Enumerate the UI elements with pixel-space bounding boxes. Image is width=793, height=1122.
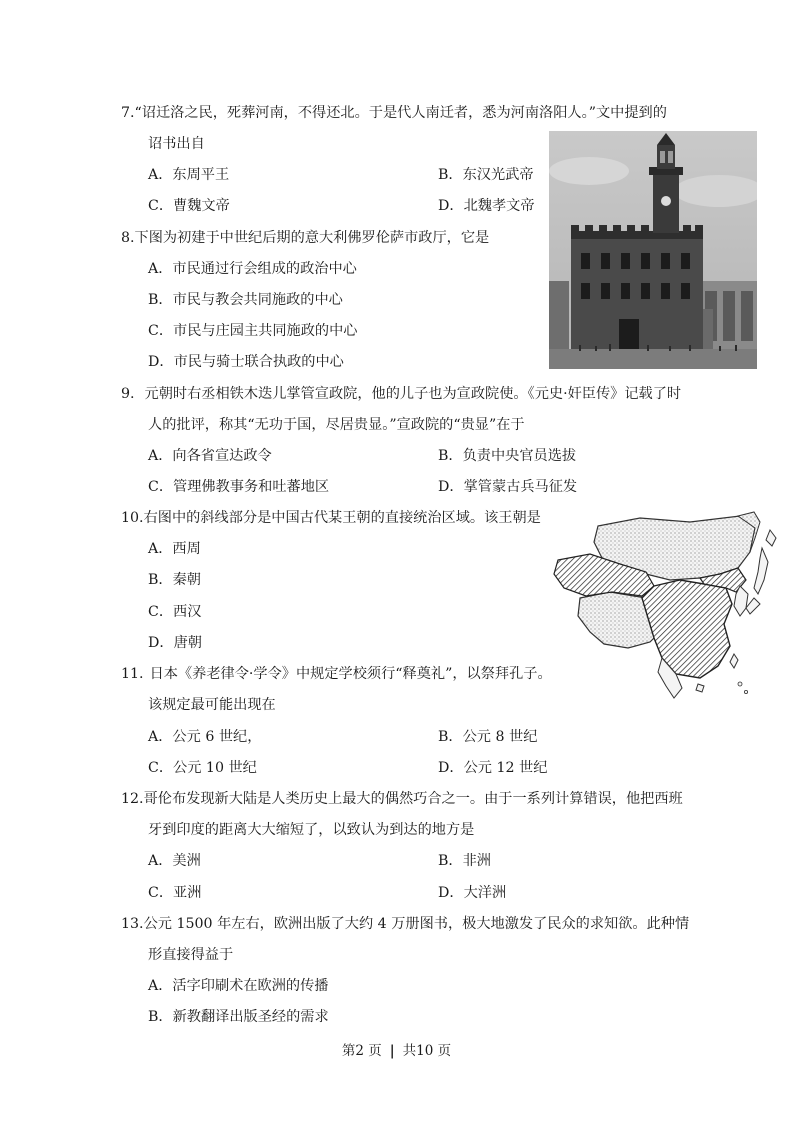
q9-stem-text: 元朝时右丞相铁木迭儿掌管宣政院，他的儿子也为宣政院使。《元史·奸臣传》记载了时: [144, 386, 682, 402]
page-total: 共10 页: [402, 1043, 452, 1059]
q7-option-d[interactable]: D．北魏孝文帝: [438, 198, 535, 214]
q13-option-b[interactable]: B．新教翻译出版圣经的需求: [148, 1009, 329, 1025]
q13-stem-text: 公元 1500 年左右，欧洲出版了大约 4 万册图书，极大地激发了民众的求知欲。此种情: [143, 916, 690, 932]
dynasty-map: [550, 508, 782, 704]
palazzo-illustration: [549, 131, 757, 369]
q7-stem-text: “诏迁洛之民，死葬河南，不得还北。于是代人南迁者，悉为河南洛阳人。”文中提到的: [134, 105, 667, 121]
q13-number: 13.: [121, 916, 144, 932]
q12-option-a[interactable]: A．美洲: [148, 853, 201, 869]
q11-option-a[interactable]: A．公元 6 世纪，: [148, 729, 262, 745]
q8-stem-text: 下图为初建于中世纪后期的意大利佛罗伦萨市政厅，它是: [134, 230, 490, 246]
q12-option-b[interactable]: B．非洲: [438, 853, 491, 869]
footer-separator: |: [389, 1043, 395, 1059]
q9-option-a[interactable]: A．向各省宣达政令: [148, 448, 272, 464]
q11-option-c[interactable]: C．公元 10 世纪: [148, 760, 257, 776]
q11-stem-line2: 该规定最可能出现在: [148, 697, 276, 713]
q7-option-a[interactable]: A．东周平王: [148, 167, 230, 183]
page-footer: [0, 1039, 793, 1059]
q9-option-c[interactable]: C．管理佛教事务和吐蕃地区: [148, 479, 330, 495]
q10-stem-line1: [121, 509, 541, 527]
q8-option-d[interactable]: D．市民与骑士联合执政的中心: [148, 354, 344, 370]
q10-number: 10.: [121, 510, 144, 526]
q12-stem-line2: 牙到印度的距离大大缩短了，以致认为到达的地方是: [148, 822, 475, 838]
q9-stem-line2: 人的批评，称其“无功于国，尽居贵显。”宣政院的“贵显”在于: [148, 417, 525, 433]
q7-number: 7.: [121, 105, 135, 121]
q9-stem-line1: [121, 385, 681, 403]
q10-option-b[interactable]: B．秦朝: [148, 572, 201, 588]
q9-option-b[interactable]: B．负责中央官员选拔: [438, 448, 577, 464]
q11-number: 11.: [121, 666, 144, 682]
q13-stem-line2: 形直接得益于: [148, 947, 234, 963]
q10-option-d[interactable]: D．唐朝: [148, 635, 202, 651]
q11-stem-text: 日本《养老律令·学令》中规定学校须行“释奠礼”，以祭拜孔子。: [149, 666, 552, 682]
q11-option-d[interactable]: D．公元 12 世纪: [438, 760, 548, 776]
q11-stem-line1: [121, 665, 552, 683]
q12-number: 12.: [121, 791, 144, 807]
q8-option-a[interactable]: A．市民通过行会组成的政治中心: [148, 261, 357, 277]
q10-stem-text: 右图中的斜线部分是中国古代某王朝的直接统治区域。该王朝是: [143, 510, 541, 526]
q8-number: 8.: [121, 230, 135, 246]
q8-option-b[interactable]: B．市民与教会共同施政的中心: [148, 292, 343, 308]
q13-option-a[interactable]: A．活字印刷术在欧洲的传播: [148, 978, 329, 994]
page-number: 第2 页: [341, 1043, 382, 1059]
palazzo-photo: [549, 131, 757, 369]
q9-option-d[interactable]: D．掌管蒙古兵马征发: [438, 479, 578, 495]
q12-stem-text: 哥伦布发现新大陆是人类历史上最大的偶然巧合之一。由于一系列计算错误，他把西班: [143, 791, 683, 807]
q10-option-a[interactable]: A．西周: [148, 541, 201, 557]
q11-option-b[interactable]: B．公元 8 世纪: [438, 729, 538, 745]
q7-stem-line1: [121, 104, 667, 122]
q7-option-c[interactable]: C．曹魏文帝: [148, 198, 230, 214]
q8-stem-line1: [121, 229, 489, 247]
q12-option-d[interactable]: D．大洋洲: [438, 885, 507, 901]
q10-option-c[interactable]: C．西汉: [148, 604, 202, 620]
q7-stem-line2: 诏书出自: [148, 136, 205, 152]
q12-option-c[interactable]: C．亚洲: [148, 885, 202, 901]
q13-stem-line1: [121, 915, 689, 933]
q12-stem-line1: [121, 790, 683, 808]
q8-option-c[interactable]: C．市民与庄园主共同施政的中心: [148, 323, 358, 339]
q9-number: 9.: [121, 386, 135, 402]
q7-option-b[interactable]: B．东汉光武帝: [438, 167, 534, 183]
map-illustration: [550, 508, 782, 704]
